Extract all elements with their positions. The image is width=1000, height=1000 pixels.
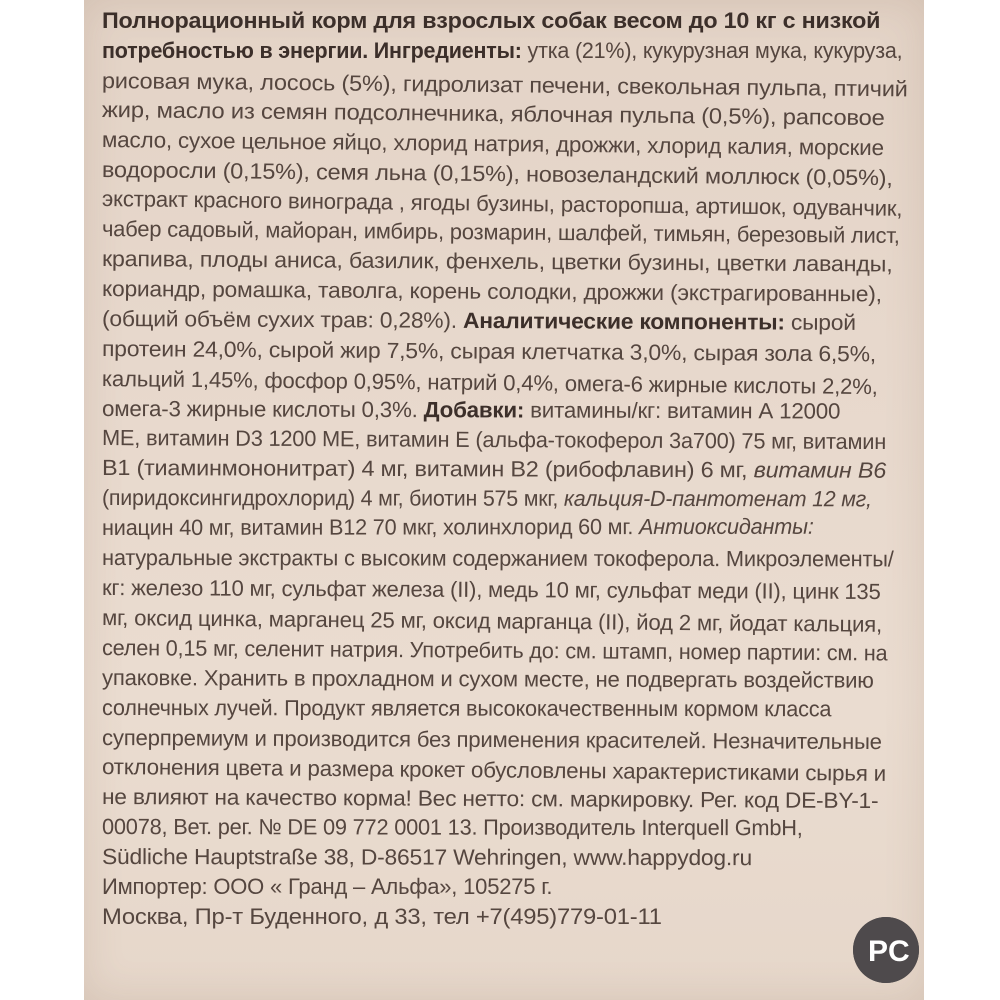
label-text-line — [102, 455, 886, 484]
label-text-line — [102, 514, 814, 541]
label-text-segment: (пиридоксингидрохлорид) 4 мг, биотин 575 мкг, — [101, 485, 564, 511]
label-text-line — [102, 545, 894, 572]
label-text-line — [102, 874, 552, 900]
label-text-segment: сырой — [790, 309, 856, 335]
label-text-line — [102, 306, 856, 336]
label-text-segment: чабер садовый, майоран, имбирь, розмарин, шалфей, тимьян, березовый лист, — [101, 216, 900, 248]
label-text-segment: упаковке. Хранить в прохладном и сухом месте, не подвергать воздействию — [101, 665, 874, 693]
label-text-line — [102, 97, 885, 131]
label-text-line — [102, 157, 893, 191]
label-text-line — [102, 396, 840, 425]
label-text-segment: мг, оксид цинка, марганец 25 мг, оксид марганца (II), йод 2 мг, йодат кальция, — [101, 605, 883, 637]
label-text-segment: натуральные экстракты с высоким содержанием токоферола. Микроэлементы/ — [101, 545, 894, 572]
label-text-segment: кальция-D-пантотенат 12 мг, — [563, 485, 872, 512]
label-text-line — [102, 127, 884, 161]
label-text-line — [102, 605, 882, 638]
label-text-line — [102, 366, 878, 400]
label-text-segment: не влияют на качество корма! Вес нетто: см. маркировку. Рег. код DE-BY-1- — [101, 784, 879, 814]
label-text-line — [102, 754, 886, 787]
label-text-segment: кальций 1,45%, фосфор 0,95%, натрий 0,4%, омега-6 жирные кислоты 2,2%, — [101, 366, 878, 400]
label-text-segment: масло, сухое цельное яйцо, хлорид натрия, дрожжи, хлорид калия, морские — [101, 127, 884, 161]
label-text-line — [102, 425, 886, 455]
label-text-line — [102, 725, 882, 755]
label-text-segment: жир, масло из семян подсолнечника, яблочная пульпа (0,5%), рапсовое — [101, 97, 885, 131]
label-text-line — [102, 8, 880, 34]
label-text-segment: 00078, Вет. рег. № DE 09 772 0001 13. Производитель Interquell GmbH, — [101, 814, 803, 841]
ingredient-label — [84, 0, 924, 1000]
label-text-line — [102, 814, 803, 841]
label-text-line — [102, 38, 902, 64]
label-text-segment: Антиоксиданты: — [639, 513, 814, 540]
label-text-segment: селен 0,15 мг, селенит натрия. Употребить до: см. штамп, номер партии: см. на — [101, 635, 888, 666]
label-text-segment: утка (21%), кукурузная мука, кукуруза, — [527, 38, 903, 63]
label-text-line — [102, 216, 900, 249]
label-text-line — [102, 904, 662, 930]
label-text-line — [102, 635, 888, 666]
label-text-line — [102, 246, 893, 278]
label-text-segment: ниацин 40 мг, витамин B12 70 мкг, холинхлорид 60 мг. — [101, 514, 640, 540]
label-text-line — [102, 336, 876, 367]
label-text-line — [102, 844, 752, 871]
label-text-segment: крапива, плоды аниса, базилик, фенхель, цветки бузины, цветки лаванды, — [101, 246, 893, 277]
rst-logo-svg — [853, 917, 919, 983]
label-text-segment: рисовая мука, лосось (5%), гидролизат печени, свекольная пульпа, птичий — [101, 68, 908, 102]
label-text-segment: солнечных лучей. Продукт является высококачественным кормом класса — [101, 695, 832, 722]
label-text-line — [102, 784, 879, 814]
label-text-segment: суперпремиум и производится без применения красителей. Незначительные — [101, 725, 882, 755]
label-text-segment: кг: железо 110 мг, сульфат железа (II), медь 10 мг, сульфат меди (II), цинк 135 — [101, 575, 881, 605]
label-text-segment: экстракт красного винограда , ягоды бузины, расторопша, артишок, одуванчик, — [101, 186, 903, 221]
label-text-line — [102, 665, 874, 694]
label-text-segment: витамин B6 — [753, 457, 887, 483]
label-text-segment: витамины/кг: витамин А 12000 — [530, 397, 841, 424]
rst-logo-text: PC — [868, 935, 910, 968]
label-text-segment: Südliche Hauptstraße 38, D-86517 Wehringen, www.happydog.ru — [101, 844, 752, 871]
label-text-segment: протеин 24,0%, сырой жир 7,5%, сырая клетчатка 3,0%, сырая зола 6,5%, — [101, 336, 877, 367]
label-text-segment: (общий объём сухих трав: 0,28%). — [101, 306, 464, 333]
label-text-segment: Москва, Пр-т Буденного, д 33, тел +7(495)779-01-11 — [102, 904, 662, 929]
label-text-segment: кориандр, ромашка, таволга, корень солодки, дрожжи (экстрагированные), — [101, 276, 882, 307]
label-text-segment: МЕ, витамин D3 1200 МЕ, витамин Е (альфа-токоферол 3а700) 75 мг, витамин — [101, 425, 887, 455]
label-text-line — [102, 276, 882, 307]
label-text-line — [102, 485, 872, 512]
label-text-line — [102, 575, 881, 605]
rst-certification-mark-icon — [853, 917, 919, 983]
label-text-segment: омега-3 жирные кислоты 0,3%. — [101, 396, 424, 423]
label-text-segment: Добавки: — [423, 397, 531, 423]
label-text-segment: B1 (тиаминмононитрат) 4 мг, витамин B2 (рибофлавин) 6 мг, — [101, 455, 754, 483]
label-text-segment: водоросли (0,15%), семя льна (0,15%), новозеландский моллюск (0,05%), — [101, 157, 893, 191]
label-text-segment: Аналитические компоненты: — [462, 307, 792, 335]
label-text-segment: Импортер: ООО « Гранд – Альфа», 105275 г. — [102, 874, 553, 899]
label-text-segment: потребностью в энергии. Ингредиенты: — [102, 38, 528, 63]
label-text-segment: Полнорационный корм для взрослых собак весом до 10 кг с низкой — [102, 8, 881, 33]
label-text-line — [102, 695, 831, 722]
label-text-segment: отклонения цвета и размера крокет обусловлены характеристиками сырья и — [101, 754, 887, 786]
